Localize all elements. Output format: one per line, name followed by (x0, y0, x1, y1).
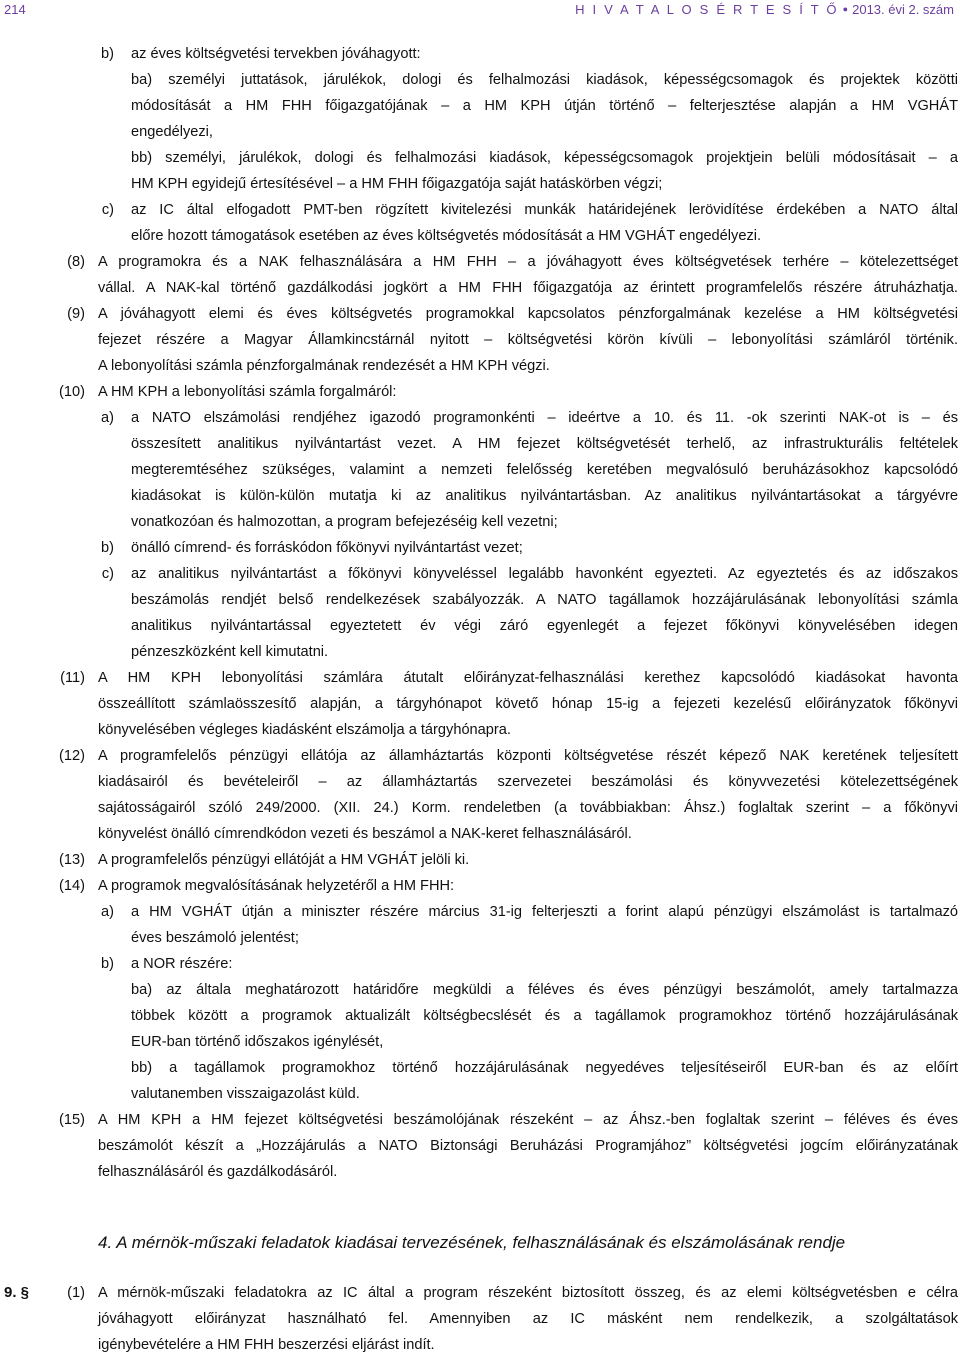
text-line (0, 691, 960, 717)
item-number: (14) (59, 878, 85, 894)
item-number: a) (101, 904, 114, 920)
line-text: az éves költségvetési tervekben jóváhagyott: (131, 46, 421, 62)
publication-name: H I V A T A L O S É R T E S Í T Ő (575, 2, 839, 17)
text-line (0, 1159, 960, 1185)
line-text: beszámolót készít a „Hozzájárulás a NATO Biztonsági Beruházási Programjához” költségvetési jogcím előirányzatának (98, 1138, 958, 1154)
issue-label: 2013. évi 2. szám (852, 2, 954, 17)
text-line (0, 743, 960, 769)
text-line (0, 1332, 960, 1358)
line-text: A programok megvalósításának helyzetéről a HM FHH: (98, 878, 455, 894)
text-line (0, 509, 960, 535)
line-text: A programokra és a NAK felhasználására a HM FHH – a jóváhagyott éves költségvetések terhére – kötelezettséget (98, 254, 958, 270)
paragraph-mark: 9. § (4, 1284, 30, 1301)
item-number: (12) (59, 748, 85, 764)
text-line (0, 535, 960, 561)
text-line (0, 483, 960, 509)
line-text: ba) az általa meghatározott határidőre megküldi a féléves és éves pénzügyi beszámolót, amely tartalmazza (131, 982, 958, 998)
line-text: igénybevételére a HM FHH beszerzési eljárást indít. (98, 1337, 435, 1353)
line-text: valutanemben visszaigazolást küld. (131, 1086, 360, 1102)
text-line (0, 951, 960, 977)
text-line (0, 873, 960, 899)
section-title: 4. A mérnök-műszaki feladatok kiadásai tervezésének, felhasználásának és elszámolásának rendje (98, 1233, 846, 1252)
page-number: 214 (4, 2, 26, 17)
text-line (0, 171, 960, 197)
text-line (0, 1055, 960, 1081)
text-line (0, 327, 960, 353)
item-number: (13) (59, 852, 85, 868)
text-line (0, 67, 960, 93)
text-line (0, 1003, 960, 1029)
line-text: A programfelelős pénzügyi ellátója az államháztartás központi költségvetése részét képező NAK keretének teljesített (98, 748, 958, 764)
line-text: vállal. A NAK-kal történő gazdálkodási jogkört a HM FHH főigazgatója az érintett programfelelős részére átruházhatja. (98, 280, 958, 296)
line-text: A lebonyolítási számla pénzforgalmának rendezését a HM KPH végzi. (98, 358, 550, 374)
text-line (0, 587, 960, 613)
item-number: (10) (59, 384, 85, 400)
line-text: módosítását a HM FHH főigazgatójának – a HM KPH útján történő – felterjesztése alapján a HM VGHÁT (131, 98, 958, 114)
item-number: (8) (67, 254, 85, 270)
line-text: vonatkozóan és halmozottan, a program befejezéséig kell vezetni; (131, 514, 558, 530)
line-text: előre hozott támogatások esetében az éves költségvetés módosítását a HM VGHÁT engedélyezi. (131, 228, 762, 244)
line-text: A mérnök-műszaki feladatokra az IC által a program részeként biztosított összeg, és az elemi költségvetésben e célra (98, 1285, 958, 1301)
line-text: HM KPH egyidejű értesítésével – a HM FHH főigazgatója saját hatáskörben végzi; (131, 176, 663, 192)
text-line (0, 665, 960, 691)
line-text: analitikus nyilvántartással egyeztetett év végi záró egyenlegét a fejezet főkönyvi könyvelésében idegen (131, 618, 958, 634)
line-text: jóváhagyott előirányzat használható fel. Amennyiben az IC másként nem rendelkezik, a szolgáltatások (98, 1311, 958, 1327)
line-text: engedélyezi, (131, 124, 213, 140)
text-line (0, 769, 960, 795)
line-text: kiadásokat is külön-külön mutatja ki az analitikus nyilvántartásban. Az analitikus nyilvántartásokat a tárgyévre (131, 488, 958, 504)
line-text: A jóváhagyott elemi és éves költségvetés programokkal kapcsolatos pénzforgalmának kezelése a HM költségvetési (98, 306, 958, 322)
line-text: összeállított számlaösszesítő alapján, a tárgyhónapot követő hónap 15-ig a fejezeti kezelésű előirányzatok főkönyvi (98, 696, 958, 712)
line-text: A HM KPH a lebonyolítási számla forgalmáról: (98, 384, 397, 400)
text-line (0, 93, 960, 119)
text-line (0, 613, 960, 639)
text-line (0, 223, 960, 249)
text-line (0, 1133, 960, 1159)
text-line (0, 41, 960, 67)
text-line (0, 457, 960, 483)
item-number: c) (101, 566, 114, 582)
text-line (0, 1280, 960, 1306)
line-text: az analitikus nyilvántartást a főkönyvi könyveléssel legalább havonként egyezteti. Az egyeztetés és az időszakos (131, 566, 958, 582)
line-text: bb) a tagállamok programokhoz történő hozzájárulásának negyedéves teljesítéseiről EUR-ban és az előírt (131, 1060, 958, 1076)
text-line (0, 1029, 960, 1055)
item-number: (9) (67, 306, 85, 322)
text-line (0, 119, 960, 145)
item-number: (15) (59, 1112, 85, 1128)
item-number: b) (101, 540, 114, 556)
line-text: A HM KPH a HM fejezet költségvetési beszámolójának részeként – az Áhsz.-ben foglaltak szerint – féléves és éves (98, 1112, 958, 1128)
line-text: önálló címrend- és forráskódon főkönyvi nyilvántartást vezet; (131, 540, 523, 556)
item-number: (11) (60, 670, 85, 686)
text-line (0, 275, 960, 301)
item-number: b) (101, 956, 114, 972)
text-line (0, 925, 960, 951)
text-line (0, 405, 960, 431)
line-text: éves beszámoló jelentést; (131, 930, 299, 946)
text-line (0, 639, 960, 665)
line-text: A programfelelős pénzügyi ellátóját a HM VGHÁT jelöli ki. (98, 852, 470, 868)
text-line (0, 899, 960, 925)
line-text: fejezet részére a Magyar Államkincstárnál nyitott – költségvetési körön kívüli – lebonyolítási számláról történik. (98, 332, 958, 348)
line-text: könyvelést önálló címrendkódon vezeti és beszámol a NAK-keret felhasználásáról. (98, 826, 632, 842)
line-text: összesített analitikus nyilvántartást vezet. A HM fejezet költségvetését terhelő, az infrastrukturális feltételek (131, 436, 958, 452)
page-header (0, 0, 960, 24)
text-line (0, 977, 960, 1003)
item-number: b) (101, 46, 114, 62)
line-text: a HM VGHÁT útján a miniszter részére március 31-ig felterjeszti a forint alapú pénzügyi elszámolást is tartalmazó (131, 904, 958, 920)
line-text: bb) személyi, járulékok, dologi és felhalmozási kiadások, képességcsomagok projektjein belüli módosításait – a (131, 150, 958, 166)
line-text: a NATO elszámolási rendjéhez igazodó programonkénti – ideértve a 10. és 11. -ok szerinti NAK-ot is – és (131, 410, 958, 426)
text-line (0, 847, 960, 873)
item-number: (1) (67, 1285, 85, 1301)
text-line (0, 145, 960, 171)
publication-title (575, 2, 954, 17)
line-text: könyvelésében végleges kiadásként elszámolja a tárgyhónapra. (98, 722, 511, 738)
text-line (0, 561, 960, 587)
line-text: megteremtéséhez szükséges, valamint a nemzeti felelősség keretében megvalósuló beruházásokhoz kapcsolódó (131, 462, 958, 478)
text-line (0, 197, 960, 223)
line-text: A HM KPH lebonyolítási számlára átutalt előirányzat-felhasználási kerethez kapcsolódó kiadásokat havonta (98, 670, 958, 686)
line-text: beszámolás rendjét belső rendelkezések szabályozzák. A NATO tagállamok hozzájárulásának lebonyolítási számla (131, 592, 958, 608)
text-line (0, 1081, 960, 1107)
text-line (0, 379, 960, 405)
line-text: pénzeszközként kell kimutatni. (131, 644, 329, 660)
line-text: a NOR részére: (131, 956, 233, 972)
line-text: kiadásairól és bevételeiről – az államháztartás szervezetei beszámolási és könyvvezetési kötelezettségének (98, 774, 958, 790)
line-text: sajátosságairól szóló 249/2000. (XII. 24.) Korm. rendeletben (a továbbiakban: Áhsz.) foglaltak szerint – a főkönyvi (98, 800, 958, 816)
text-line (0, 249, 960, 275)
text-line (0, 431, 960, 457)
text-line (0, 717, 960, 743)
text-line (0, 795, 960, 821)
line-text: az IC által elfogadott PMT-ben rögzített kivitelezési munkák határidejének lerövidítése érdekében a NATO által (131, 202, 958, 218)
line-text: felhasználásáról és gazdálkodásáról. (98, 1164, 338, 1180)
text-line (0, 821, 960, 847)
text-line (0, 1306, 960, 1332)
text-line (0, 353, 960, 379)
item-number: a) (101, 410, 114, 426)
bullet-icon: ● (842, 4, 849, 14)
line-text: többek között a programok aktualizált költségbecslését és a tagállamok programokhoz történő hozzájárulásának (131, 1008, 958, 1024)
text-line (0, 301, 960, 327)
text-line (0, 1107, 960, 1133)
line-text: EUR-ban történő időszakos igénylését, (131, 1034, 384, 1050)
line-text: ba) személyi juttatások, járulékok, dologi és felhalmozási kiadások, képességcsomagok és projektek közötti (131, 72, 958, 88)
item-number: c) (101, 202, 114, 218)
